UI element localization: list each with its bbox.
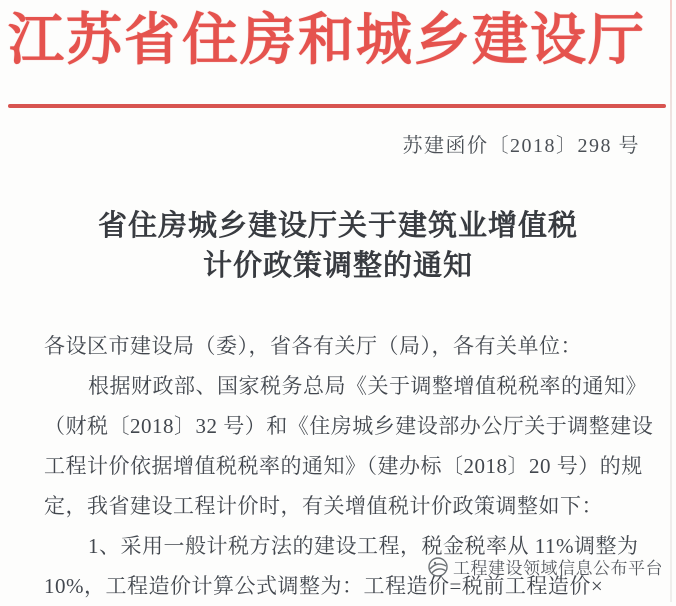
watermark-label: 工程建设领域信息公布平台 (453, 559, 663, 578)
body-line: 各设区市建设局（委），省各有关厅（局），各有关单位： (44, 334, 582, 358)
body-line: 工程计价依据增值税税率的通知》（建办标〔2018〕20 号）的规 (44, 454, 643, 478)
body-line: （财税〔2018〕32 号）和《住房城乡建设部办公厅关于调整建设 (44, 414, 654, 438)
document-title-line2: 计价政策调整的通知 (202, 250, 473, 282)
body-line: 定，我省建设工程计价时，有关增值税计价政策调整如下： (44, 494, 603, 518)
globe-badge-icon (426, 555, 450, 579)
document-number: 苏建函价〔2018〕298 号 (402, 135, 640, 157)
body-line: 10%，工程造价计算公式调整为：工程造价=税前工程造价× (44, 574, 604, 598)
document-title (0, 206, 676, 286)
red-divider-rule (8, 104, 666, 108)
body-line: 根据财政部、国家税务总局《关于调整增值税税率的通知》 (88, 374, 647, 398)
watermark (426, 554, 663, 579)
body-line: 1、采用一般计税方法的建设工程，税金税率从 11%调整为 (88, 534, 639, 558)
document-title-line1: 省住房城乡建设厅关于建筑业增值税 (97, 210, 578, 242)
agency-masthead: 江苏省住房和城乡建设厅 (8, 10, 646, 72)
scan-edge-line (670, 0, 672, 602)
